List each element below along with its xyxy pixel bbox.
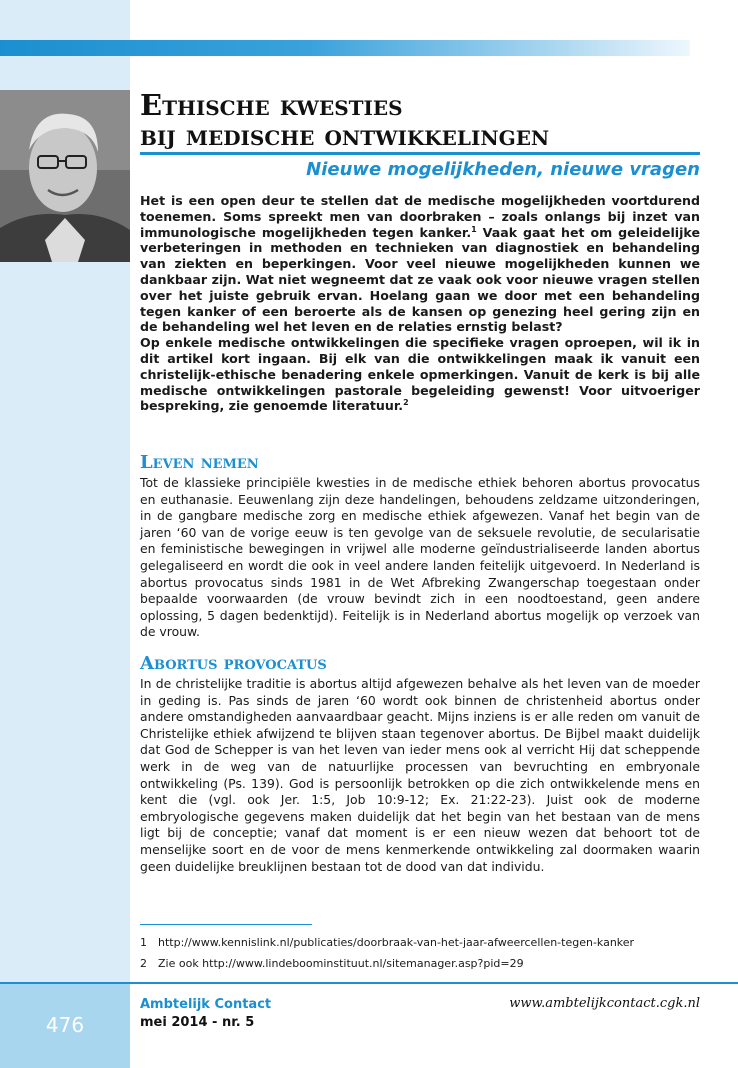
article-title: [140, 90, 700, 150]
intro-paragraph-2: Op enkele medische ontwikkelingen die specifieke vragen oproepen, wil ik in dit artikel kort ingaan. Bij elk van die ontwikkelingen maak ik vanuit een christelijk-ethische benadering enkele opmerkingen. Vanuit de kerk is bij alle medische ontwikkelingen pastorale begeleiding gewenst! Voor uitvoeriger bespreking, zie genoemde literatuur.$^2$: [140, 335, 700, 414]
author-photo-illustration: [0, 90, 130, 262]
section-paragraph: Tot de klassieke principiële kwesties in de medische ethiek behoren abortus provocatus en euthanasie. Eeuwenlang zijn deze handelingen, behoudens zeldzame uitzonderingen, in de gangbare medische zorg en medische ethiek afgewezen. Vanaf het begin van de jaren ‘60 van de vorige eeuw is ten gevolge van de seksuele revolutie, de secularisatie en feministische bewegingen in vrijwel alle moderne geïndustrialiseerde landen abortus gelegaliseerd en wordt die ook in veel andere landen feitelijk uitgevoerd. In Nederland is abortus provocatus sinds 1981 in de Wet Afbreking Zwangerschap toegestaan onder bepaalde voorwaarden (de vrouw bevindt zich in een noodtoestand, geen andere oplossing, 5 dagen bedenktijd). Feitelijk is in Nederland abortus mogelijk op verzoek van de vrouw.: [140, 475, 700, 640]
section-heading: Abortus provocatus: [140, 653, 327, 674]
journal-issue: mei 2014 - nr. 5: [140, 1015, 255, 1030]
journal-info: [140, 996, 271, 1032]
section-leven-nemen: [140, 453, 700, 641]
footnote-ref-1: 1: [471, 224, 477, 234]
section-abortus-provocatus: [140, 654, 700, 875]
page-number: 476: [45, 1013, 85, 1037]
title-rule: [140, 152, 700, 155]
title-line-1: Ethische kwesties: [140, 88, 403, 122]
intro-paragraph-1: Het is een open deur te stellen dat de medische mogelijkheden voortdurend toenemen. Soms spreekt men van doorbraken – zoals onlangs bij inzet van immunologische mogelijkheden tegen kanker.$^1$ Vaak gaat het om geleidelijke verbeteringen in methoden en technieken van diagnostiek en behandeling van ziekten en beperkingen. Voor veel nieuwe mogelijkheden kunnen we dankbaar zijn. Wat niet wegneemt dat ze vaak ook voor nieuwe vragen stellen over het juiste gebruik ervan. Hoelang gaan we door met een behandeling tegen kanker of een beroerte als de kansen op genezing heel gering zijn en de behandeling wel het leven en de relaties ernstig belast?: [140, 193, 700, 335]
intro-text: [140, 193, 700, 414]
footnote-link[interactable]: Zie ook http://www.lindeboominstituut.nl/sitemanager.asp?pid=29: [158, 957, 524, 970]
article-subtitle: Nieuwe mogelijkheden, nieuwe vragen: [306, 159, 700, 180]
footnote-2: 2 Zie ook http://www.lindeboominstituut.nl/sitemanager.asp?pid=29: [140, 957, 524, 970]
top-gradient-bar: [0, 40, 690, 56]
footnote-ref-2: 2: [403, 398, 409, 408]
footnote-1: 1 http://www.kennislink.nl/publicaties/doorbraak-van-het-jaar-afweercellen-tegen-kanker: [140, 936, 635, 949]
section-paragraph: In de christelijke traditie is abortus altijd afgewezen behalve als het leven van de moeder in geding is. Pas sinds de jaren ‘60 wordt ook binnen de christenheid abortus onder andere omstandigheden aanvaardbaar geacht. Mijns inziens is er alle reden om vanuit de Christelijke ethiek afwijzend te blijven staan tegenover abortus. De Bijbel maakt duidelijk dat God de Schepper is van het leven van ieder mens ook al verricht Hij dat scheppende werk in de weg van de natuurlijke processen van bevruchting en embryonale ontwikkeling (Ps. 139). God is persoonlijk betrokken op die zich ontwikkelende mens en kent die (vgl. ook Jer. 1:5, Job 10:9-12; Ex. 21:22-23). Juist ook de moderne embryologische gegevens maken duidelijk dat het begin van het bestaan van de mens ligt bij de conceptie; vanaf dat moment is er een nieuw wezen dat behoort tot de menselijke soort en de voor de mens kenmerkende ontwikkeling zal doormaken waarin geen duidelijke breuklijnen bestaan tot de dood van dat individu.: [140, 676, 700, 874]
footnote-link[interactable]: http://www.kennislink.nl/publicaties/doorbraak-van-het-jaar-afweercellen-tegen-kanker: [158, 936, 635, 949]
author-photo: [0, 90, 130, 262]
title-block: [140, 90, 700, 180]
footnote-rule: [140, 924, 312, 925]
website-link[interactable]: www.ambtelijkcontact.cgk.nl: [509, 996, 700, 1011]
title-line-2: bij medische ontwikkelingen: [140, 118, 550, 152]
journal-name: Ambtelijk Contact: [140, 997, 272, 1012]
footnotes: [140, 932, 710, 974]
section-heading: Leven nemen: [140, 452, 259, 473]
